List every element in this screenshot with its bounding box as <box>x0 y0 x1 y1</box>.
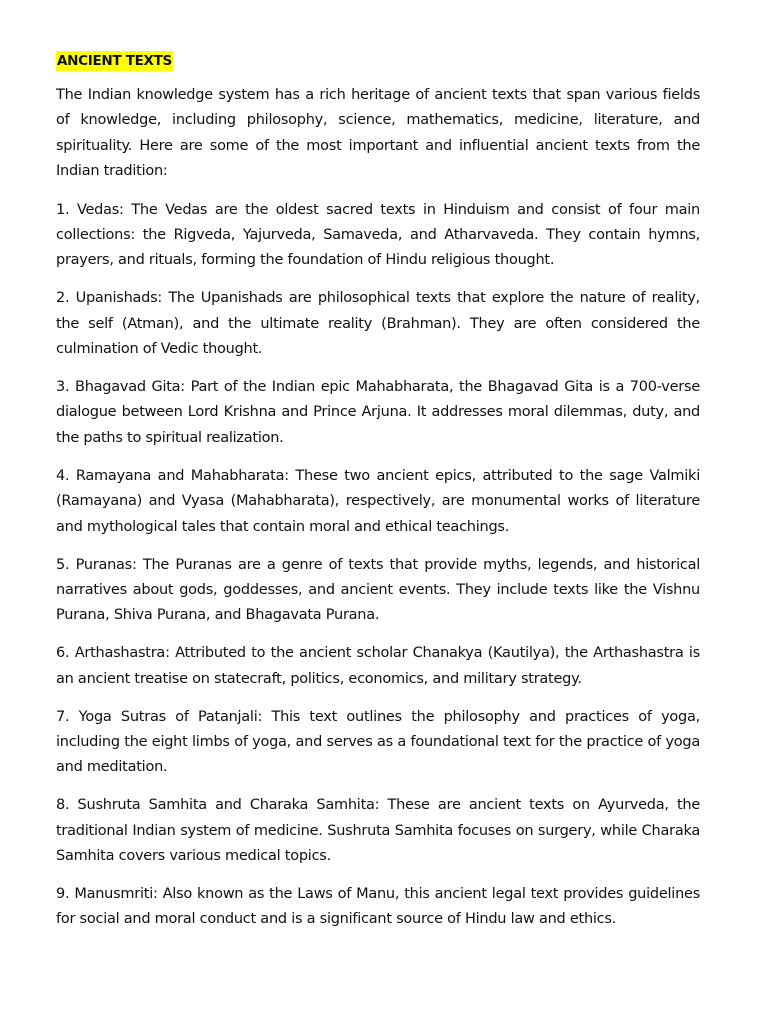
intro-paragraph: The Indian knowledge system has a rich heritage of ancient texts that span various fields of knowledge, including philosophy, science, mathematics, medicine, literature, and spirituality. Here are some of the most important and influential ancient texts from the Indian tradition: <box>56 87 700 180</box>
list-item-vedas: 1. Vedas: The Vedas are the oldest sacred texts in Hinduism and consist of four main collections: the Rigveda, Yajurveda, Samaveda, and Atharvaveda. They contain hymns, prayers, and rituals, forming the foundation of Hindu religious thought. <box>56 201 700 269</box>
list-item-yoga-sutras: 7. Yoga Sutras of Patanjali: This text outlines the philosophy and practices of yoga, including the eight limbs of yoga, and serves as a foundational text for the practice of yoga and meditation. <box>56 708 700 776</box>
list-item-ramayana-mahabharata: 4. Ramayana and Mahabharata: These two ancient epics, attributed to the sage Valmiki (Ramayana) and Vyasa (Mahabharata), respectively, are monumental works of literature and mythological tales that contain moral and ethical teachings. <box>56 467 700 535</box>
list-item-upanishads: 2. Upanishads: The Upanishads are philosophical texts that explore the nature of reality, the self (Atman), and the ultimate reality (Brahman). They are often considered the culmination of Vedic thought. <box>56 290 700 358</box>
list-item-puranas: 5. Puranas: The Puranas are a genre of texts that provide myths, legends, and historical narratives about gods, goddesses, and ancient events. They include texts like the Vishnu Purana, Shiva Purana, and Bhagavata Purana. <box>56 556 700 624</box>
list-item-manusmriti: 9. Manusmriti: Also known as the Laws of Manu, this ancient legal text provides guidelines for social and moral conduct and is a significant source of Hindu law and ethics. <box>56 885 700 928</box>
document-heading: ANCIENT TEXTS <box>57 53 172 69</box>
list-item-arthashastra: 6. Arthashastra: Attributed to the ancient scholar Chanakya (Kautilya), the Arthashastra is an ancient treatise on statecraft, politics, economics, and military strategy. <box>56 645 700 687</box>
document-page <box>56 49 700 945</box>
list-item-bhagavad-gita: 3. Bhagavad Gita: Part of the Indian epic Mahabharata, the Bhagavad Gita is a 700-verse dialogue between Lord Krishna and Prince Arjuna. It addresses moral dilemmas, duty, and the paths to spiritual realization. <box>56 379 700 446</box>
list-item-sushruta-charaka: 8. Sushruta Samhita and Charaka Samhita: These are ancient texts on Ayurveda, the traditional Indian system of medicine. Sushruta Samhita focuses on surgery, while Charaka Samhita covers various medical topics. <box>56 797 700 865</box>
